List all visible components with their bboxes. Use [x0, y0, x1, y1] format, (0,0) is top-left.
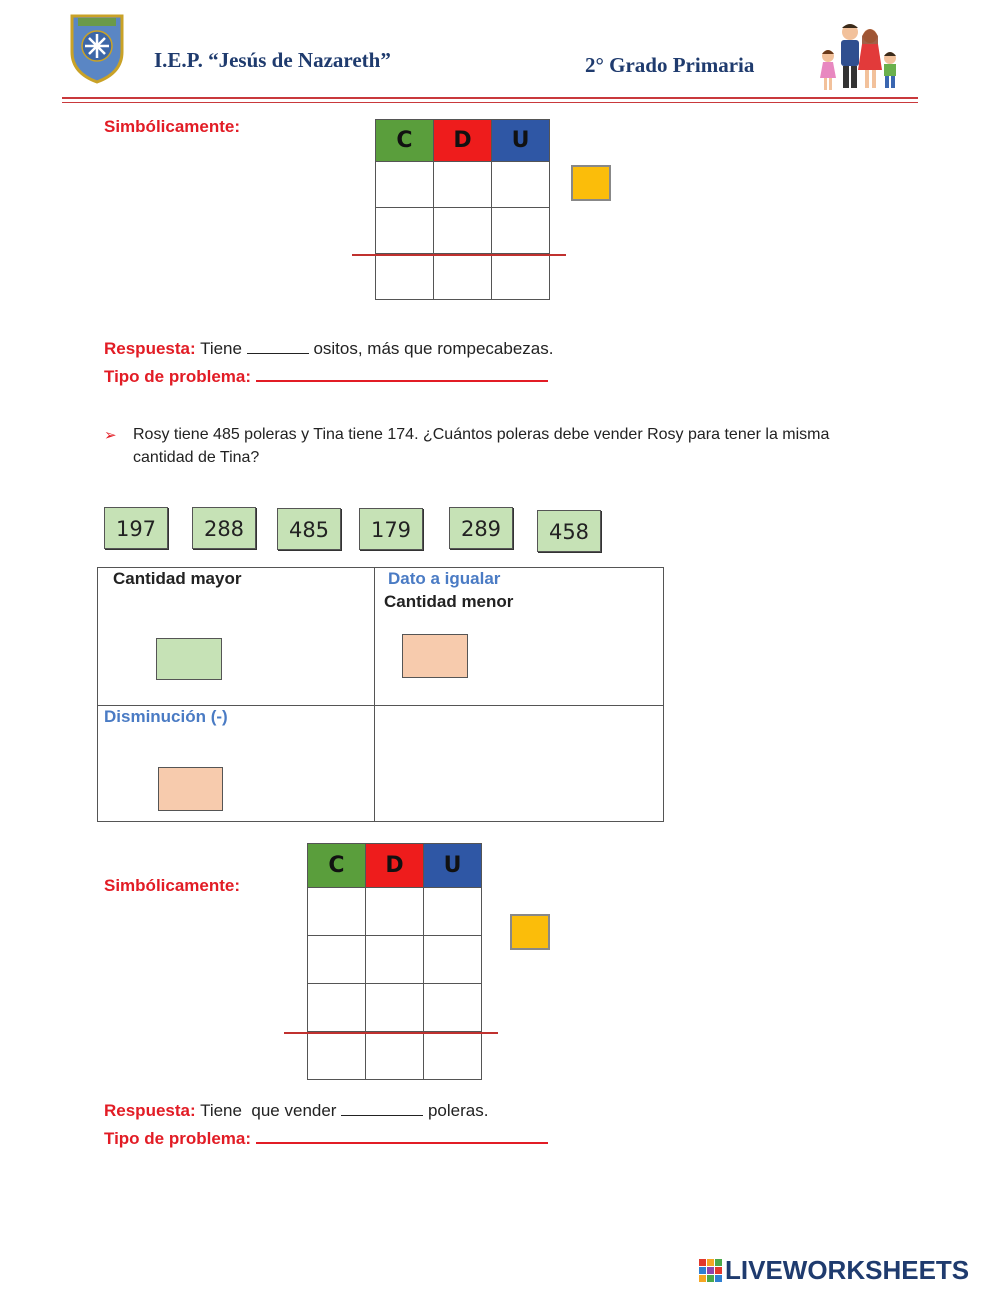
answer-slot-1[interactable]	[571, 165, 611, 201]
cdu-cell[interactable]	[434, 162, 492, 208]
cdu-cell[interactable]	[308, 888, 366, 936]
cdu-cell[interactable]	[366, 888, 424, 936]
answer-blank-2[interactable]	[341, 1115, 423, 1116]
cdu-cell[interactable]	[424, 936, 482, 984]
cell-cantidad-mayor: Cantidad mayor	[113, 569, 242, 588]
cdu-header-c: C	[308, 844, 366, 888]
grade-title: 2° Grado Primaria	[585, 53, 755, 77]
option-chip[interactable]: 289	[449, 507, 513, 549]
cdu-header-d: D	[434, 120, 492, 162]
cdu-cell[interactable]	[376, 208, 434, 254]
answer-label-2: Respuesta:	[104, 1101, 196, 1120]
sum-line-1	[352, 254, 566, 256]
cdu-cell[interactable]	[434, 208, 492, 254]
cdu-header-d: D	[366, 844, 424, 888]
slot-cantidad-mayor[interactable]	[156, 638, 222, 680]
answer-label-1: Respuesta:	[104, 339, 196, 358]
type-line-1	[104, 367, 548, 387]
liveworksheets-brand: LIVEWORKSHEETS	[725, 1255, 970, 1285]
cdu-cell[interactable]	[366, 936, 424, 984]
answer-text-after-2: poleras.	[427, 1101, 489, 1120]
option-chip[interactable]: 458	[537, 510, 601, 552]
answer-slot-2[interactable]	[510, 914, 550, 950]
cdu-header-c: C	[376, 120, 434, 162]
cell-dato-igualar: Dato a igualar	[388, 569, 501, 588]
answer-blank-1[interactable]	[247, 353, 309, 354]
problem-text: Rosy tiene 485 poleras y Tina tiene 174. ¿Cuántos poleras debe vender Rosy para tener la misma cantidad de Tina?	[133, 426, 830, 466]
option-chip[interactable]: 179	[359, 508, 423, 550]
cdu-grid-2	[307, 843, 482, 1080]
header-rule-bottom	[62, 102, 918, 103]
answer-text-before-2: Tiene que vender	[200, 1101, 337, 1120]
type-blank-2[interactable]	[256, 1142, 548, 1144]
school-name: I.E.P. “Jesús de Nazareth”	[154, 48, 391, 72]
cdu-cell[interactable]	[376, 162, 434, 208]
type-blank-1[interactable]	[256, 380, 548, 382]
cdu-cell[interactable]	[366, 1032, 424, 1080]
slot-disminucion[interactable]	[158, 767, 223, 811]
type-line-2	[104, 1129, 548, 1149]
cdu-cell[interactable]	[434, 254, 492, 300]
answer-text-after-1: ositos, más que rompecabezas.	[313, 339, 554, 358]
cdu-cell[interactable]	[492, 254, 550, 300]
type-label-1: Tipo de problema:	[104, 367, 252, 386]
cdu-cell[interactable]	[366, 984, 424, 1032]
option-chip[interactable]: 197	[104, 507, 168, 549]
answer-line-1	[104, 339, 553, 359]
cdu-header-u: U	[492, 120, 550, 162]
family-illustration	[812, 18, 904, 94]
option-chip[interactable]: 485	[277, 508, 341, 550]
cdu-grid-1	[375, 119, 550, 300]
type-label-2: Tipo de problema:	[104, 1129, 252, 1148]
cdu-cell[interactable]	[424, 1032, 482, 1080]
bullet-arrow-icon: ➢	[104, 427, 117, 444]
liveworksheets-logo-icon	[699, 1259, 723, 1283]
cell-cantidad-menor: Cantidad menor	[384, 592, 514, 611]
answer-line-2	[104, 1101, 488, 1121]
cdu-cell[interactable]	[308, 936, 366, 984]
cdu-cell[interactable]	[308, 1032, 366, 1080]
header-rule-top	[62, 97, 918, 99]
cdu-cell[interactable]	[308, 984, 366, 1032]
cdu-cell[interactable]	[376, 254, 434, 300]
symbolic-label-2: Simbólicamente:	[104, 876, 241, 895]
cell-disminucion: Disminución (-)	[104, 707, 228, 726]
option-chip[interactable]: 288	[192, 507, 256, 549]
school-logo	[66, 12, 128, 84]
cdu-cell[interactable]	[424, 984, 482, 1032]
table-divider-h	[97, 705, 664, 706]
cdu-cell[interactable]	[424, 888, 482, 936]
cdu-cell[interactable]	[492, 208, 550, 254]
answer-text-before-1: Tiene	[200, 339, 242, 358]
cdu-header-u: U	[424, 844, 482, 888]
slot-cantidad-menor[interactable]	[402, 634, 468, 678]
symbolic-label-1: Simbólicamente:	[104, 117, 241, 136]
sum-line-2	[284, 1032, 498, 1034]
cdu-cell[interactable]	[492, 162, 550, 208]
table-divider-v	[374, 567, 375, 822]
